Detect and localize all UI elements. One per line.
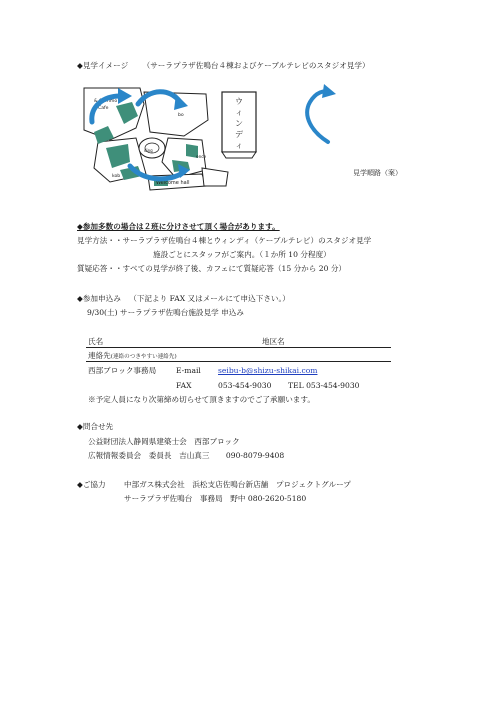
image-section-heading: ◆見学イメージ （サーラプラザ佐鳴台４棟およびケーブルテレビのスタジオ見学） <box>77 61 370 70</box>
inquiry-person: 広報情報委員会 委員長 吉山真三 090-8079-9408 <box>88 451 285 460</box>
name-label: 氏名 <box>88 337 104 346</box>
email-label: E-mail <box>176 366 201 375</box>
return-arrow <box>307 91 330 142</box>
map-label-hall: Welcome hall <box>156 180 190 186</box>
area-label: 地区名 <box>262 337 285 346</box>
map-label-cafe: & Gemmo <box>94 99 118 104</box>
map-label-ding: ding <box>144 148 153 153</box>
cooperation-heading: ◆ご協力 <box>77 480 106 489</box>
route-label: 見学順路（案） <box>353 169 402 177</box>
email-link[interactable]: seibu-b@shizu-shikai.com <box>218 366 318 375</box>
tel-number: TEL 053-454-9030 <box>288 381 360 390</box>
map-label-ence: ence <box>196 154 207 159</box>
inquiry-org: 公益財団法人静岡県建築士会 西部ブロック <box>88 437 240 446</box>
return-arrowhead <box>322 84 336 98</box>
split-notice: ◆参加多数の場合は２班に分けさせて頂く場合があります。 <box>77 222 280 231</box>
cooperation-line-2: サーラプラザ佐鳴台 事務局 野中 080-2620-5180 <box>124 494 307 503</box>
contact-field-underline[interactable] <box>86 361 391 362</box>
fax-number: 053-454-9030 <box>218 381 272 390</box>
map-label-cafe2: Cafe <box>98 106 109 111</box>
contact-label: 連絡先(連絡のつきやすい連絡先) <box>88 351 177 360</box>
method-line-1: 見学方法・・サーラプラザ佐鳴台４棟とウィンディ（ケーブルテレビ）のスタジオ見学 <box>77 236 372 245</box>
windy-label <box>235 97 243 150</box>
office-label: 西部ブロック事務局 <box>88 366 157 375</box>
svg-text:ウ: ウ <box>235 97 243 106</box>
qa-line: 質疑応答・・すべての見学が終了後、カフェにて質疑応答（15 分から 20 分） <box>77 264 347 273</box>
map-label-bo: bo <box>178 113 184 118</box>
apply-date-line: 9/30(土) サーラプラザ佐鳴台施設見学 申込み <box>87 308 244 317</box>
name-field-underline[interactable] <box>86 347 391 348</box>
floor-map-illustration <box>80 82 385 194</box>
apply-heading: ◆参加申込み （下記より FAX 又はメールにて申込下さい。） <box>77 294 290 303</box>
svg-text:ン: ン <box>235 119 243 128</box>
inquiry-heading: ◆問合せ先 <box>77 422 114 431</box>
fax-label: FAX <box>176 381 192 390</box>
capacity-note: ※予定人員になり次第締め切らせて頂きますのでご了承願います。 <box>88 395 315 404</box>
svg-text:ィ: ィ <box>235 141 243 150</box>
svg-text:デ: デ <box>235 130 243 139</box>
map-label-kob: kob <box>112 174 121 179</box>
method-line-2: 施設ごとにスタッフがご案内。（１か所 10 分程度） <box>153 250 331 259</box>
svg-text:ィ: ィ <box>235 108 243 117</box>
cooperation-line-1: 中部ガス株式会社 浜松支店佐鳴台新店舗 プロジェクトグループ <box>124 480 351 489</box>
